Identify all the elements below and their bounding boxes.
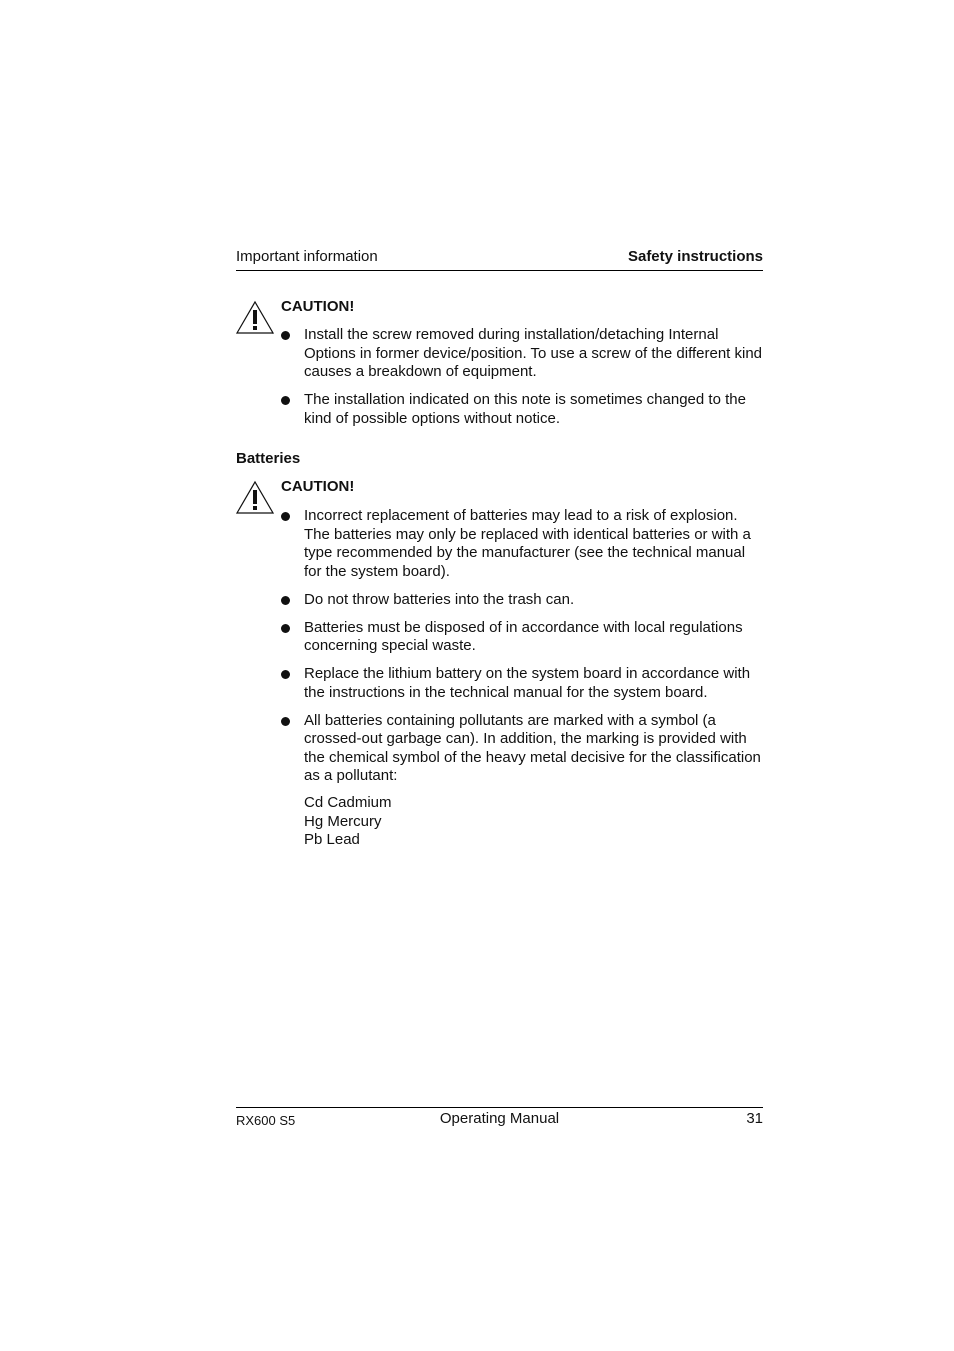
footer-title: Operating Manual	[439, 1110, 560, 1127]
list-item	[281, 326, 763, 382]
bullet-dot-icon	[281, 396, 290, 405]
page-header	[236, 248, 763, 271]
list-item-text: Replace the lithium battery on the system board in accordance with the instructions in the technical manual for the system board.	[304, 665, 751, 701]
warning-triangle-icon	[236, 480, 274, 514]
warning-triangle-icon	[236, 300, 274, 334]
bullet-dot-icon	[281, 512, 290, 521]
pollutant-lead: Pb Lead	[304, 831, 360, 848]
pollutant-mercury: Hg Mercury	[304, 812, 382, 830]
bullet-dot-icon	[281, 331, 290, 340]
bullet-dot-icon	[281, 670, 290, 679]
header-chapter: Safety instructions	[627, 248, 763, 265]
list-item	[281, 391, 763, 428]
page-footer	[236, 1107, 763, 1128]
list-item	[281, 591, 763, 610]
document-page	[236, 0, 763, 1351]
list-item	[281, 665, 763, 702]
bullet-dot-icon	[281, 624, 290, 633]
list-item	[281, 619, 763, 656]
list-item-text: The installation indicated on this note is sometimes changed to the kind of possible options without notice.	[304, 391, 746, 427]
caution-list-options	[281, 326, 763, 438]
list-item-text: Install the screw removed during installation/detaching Internal Options in former device/position. To use a screw of the different kind causes a breakdown of equipment.	[304, 326, 763, 380]
section-heading-batteries: Batteries	[236, 450, 301, 467]
list-item-text: Batteries must be disposed of in accordance with local regulations concerning special waste.	[304, 618, 743, 654]
caution-title: CAUTION!	[281, 298, 355, 315]
bullet-dot-icon	[281, 596, 290, 605]
pollutant-cadmium: Cd Cadmium	[304, 794, 392, 811]
caution-title: CAUTION!	[281, 478, 355, 495]
list-item-text: Incorrect replacement of batteries may lead to a risk of explosion. The batteries may only be replaced with identical batteries or with a type recommended by the manufacturer (see the technical manual for the system board).	[304, 507, 751, 580]
header-section: Important information	[236, 248, 378, 265]
list-item-text: All batteries containing pollutants are marked with a symbol (a crossed-out garbage can). In addition, the marking is provided with the chemical symbol of the heavy metal decisive for the classification as a pollutant:	[304, 711, 761, 784]
list-item	[281, 507, 763, 581]
bullet-dot-icon	[281, 717, 290, 726]
pollutant-list	[304, 794, 392, 850]
caution-list-batteries	[281, 507, 763, 795]
footer-model: RX600 S5	[236, 1113, 296, 1128]
list-item	[281, 712, 763, 786]
list-item-text: Do not throw batteries into the trash can.	[304, 590, 575, 608]
page-number: 31	[746, 1110, 763, 1127]
